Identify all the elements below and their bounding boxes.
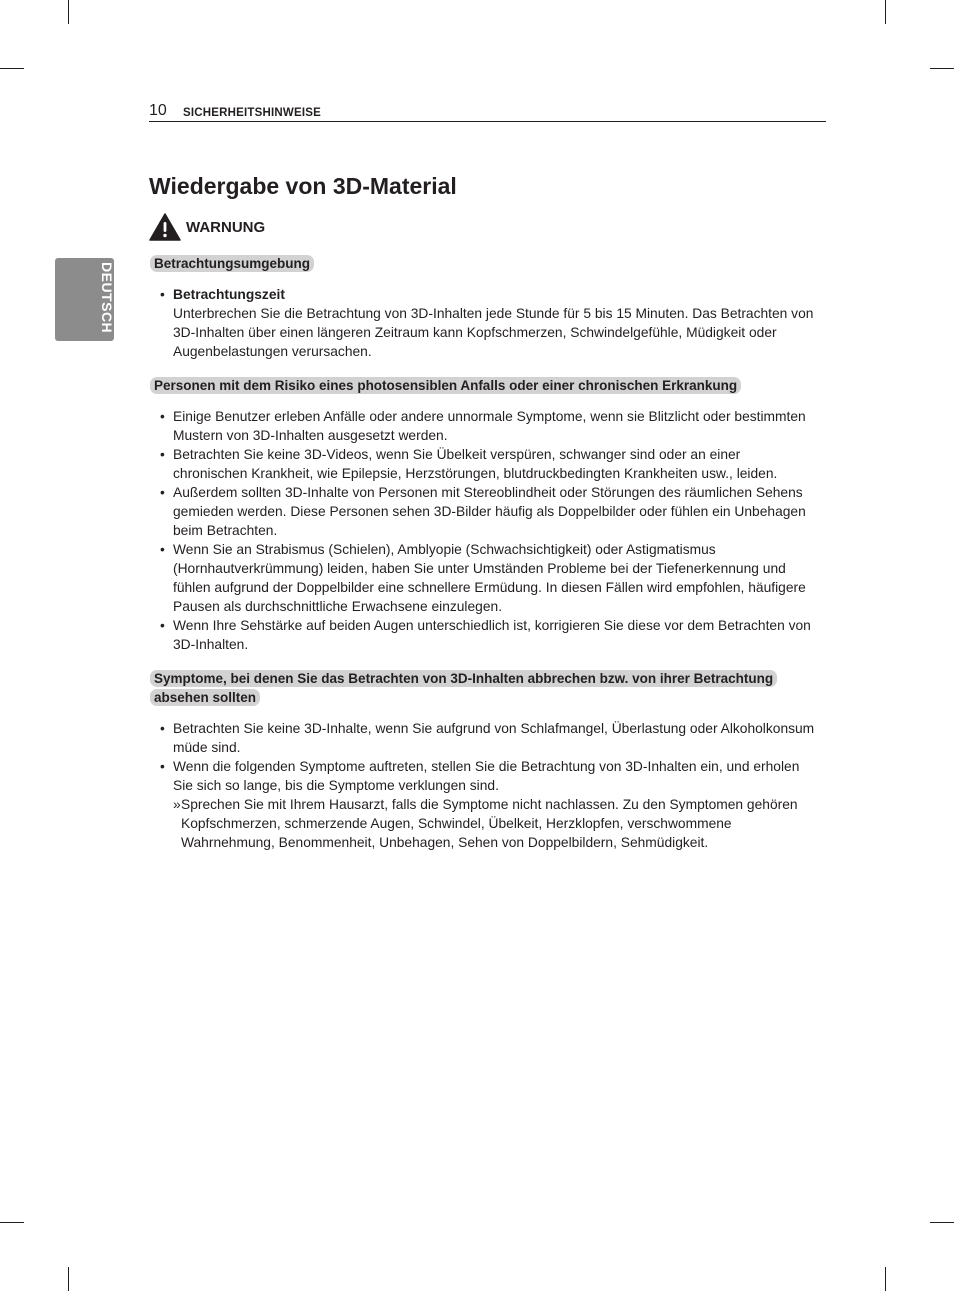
- list-item: [155, 540, 815, 616]
- crop-mark: [885, 1267, 886, 1291]
- list-item-title: • Betrachtungszeit: [173, 287, 285, 302]
- section-heading: [150, 376, 813, 395]
- list-item: [155, 285, 815, 361]
- page-title: Wiedergabe von 3D-Material: [149, 173, 457, 199]
- list-item-text: Außerdem sollten 3D-Inhalte von Personen mit Stereoblindheit oder Störungen des räumlichen Sehens gemieden werden. Diese Personen sehen 3D-Bilder häufig als Doppelbilder oder fühlen ein Unbehagen beim Betrachten.: [173, 485, 806, 538]
- crop-mark: [930, 1222, 954, 1223]
- section-heading-text: Betrachtungsumgebung: [150, 255, 314, 272]
- list-item: [155, 445, 815, 483]
- list-item-text: Betrachten Sie keine 3D-Inhalte, wenn Sie aufgrund von Schlafmangel, Überlastung oder Alkoholkonsum müde sind.: [173, 721, 815, 755]
- page-number: 10: [149, 102, 167, 119]
- crop-mark: [68, 1267, 69, 1291]
- section-heading: [150, 669, 813, 707]
- list-item-text: Einige Benutzer erleben Anfälle oder andere unnormale Symptome, wenn sie Blitzlicht oder bestimmten Mustern von 3D-Inhalten ausgesetzt werden.: [173, 409, 806, 443]
- sub-item-text: Sprechen Sie mit Ihrem Hausarzt, falls die Symptome nicht nachlassen. Zu den Symptomen gehören Kopfschmerzen, schmerzende Augen, Schwindel, Übelkeit, Herzklopfen, verschwommene Wahrnehmung, Benommenheit, Unbehagen, Sehen von Doppelbildern, Sehmüdigkeit.: [181, 797, 798, 850]
- sub-item: [173, 795, 815, 852]
- running-header: SICHERHEITSHINWEISE: [183, 107, 321, 119]
- list-item: [155, 407, 815, 445]
- warning-label: WARNUNG: [186, 218, 266, 236]
- language-tab: [55, 258, 114, 341]
- section-heading: [150, 254, 813, 273]
- language-tab-label: DEUTSCH: [99, 262, 115, 334]
- list-item: [155, 757, 815, 852]
- header-rule: [149, 121, 826, 122]
- list-item-text: Wenn die folgenden Symptome auftreten, stellen Sie die Betrachtung von 3D-Inhalten ein, und erholen Sie sich so lange, bis die Symptome verklungen sind.: [173, 759, 800, 793]
- list-item: [155, 616, 815, 654]
- list-item: [155, 719, 815, 757]
- section-list: [155, 719, 815, 852]
- section-heading-text: Symptome, bei denen Sie das Betrachten von 3D-Inhalten abbrechen bzw. von ihrer Betrachtung absehen sollten: [150, 670, 777, 706]
- section-list: [155, 285, 815, 361]
- section-list: [155, 407, 815, 654]
- crop-mark: [885, 0, 886, 24]
- section-heading-text: Personen mit dem Risiko eines photosensiblen Anfalls oder einer chronischen Erkrankung: [150, 377, 741, 394]
- list-item-text: Betrachten Sie keine 3D-Videos, wenn Sie Übelkeit verspüren, schwanger sind oder an einer chronischen Krankheit, wie Epilepsie, Herzstörungen, blutdruckbedingten Krankheiten usw., leiden.: [173, 447, 778, 481]
- sub-item-marker: »: [173, 797, 181, 812]
- list-item-text: Wenn Sie an Strabismus (Schielen), Amblyopie (Schwachsichtigkeit) oder Astigmatismus (Hornhautverkrümmung) leiden, haben Sie unter Umständen Probleme bei der Tiefenerkennung und fühlen aufgrund der Doppelbilder eine schnellere Ermüdung. In diesen Fällen wird empfohlen, häufigere Pausen als durchschnittliche Erwachsene einzulegen.: [173, 542, 806, 614]
- crop-mark: [0, 1222, 24, 1223]
- crop-mark: [930, 68, 954, 69]
- crop-mark: [0, 68, 24, 69]
- list-item-text: Unterbrechen Sie die Betrachtung von 3D-Inhalten jede Stunde für 5 bis 15 Minuten. Das Betrachten von 3D-Inhalten über einen längeren Zeitraum kann Kopfschmerzen, Schwindelgefühle, Müdigkeit oder Augenbelastungen verursachen.: [173, 306, 814, 359]
- warning-heading: [149, 212, 265, 242]
- list-item-text: Wenn Ihre Sehstärke auf beiden Augen unterschiedlich ist, korrigieren Sie diese vor dem Betrachten von 3D-Inhalten.: [173, 618, 811, 652]
- warning-triangle-icon: [149, 213, 181, 241]
- crop-mark: [68, 0, 69, 24]
- list-item: [155, 483, 815, 540]
